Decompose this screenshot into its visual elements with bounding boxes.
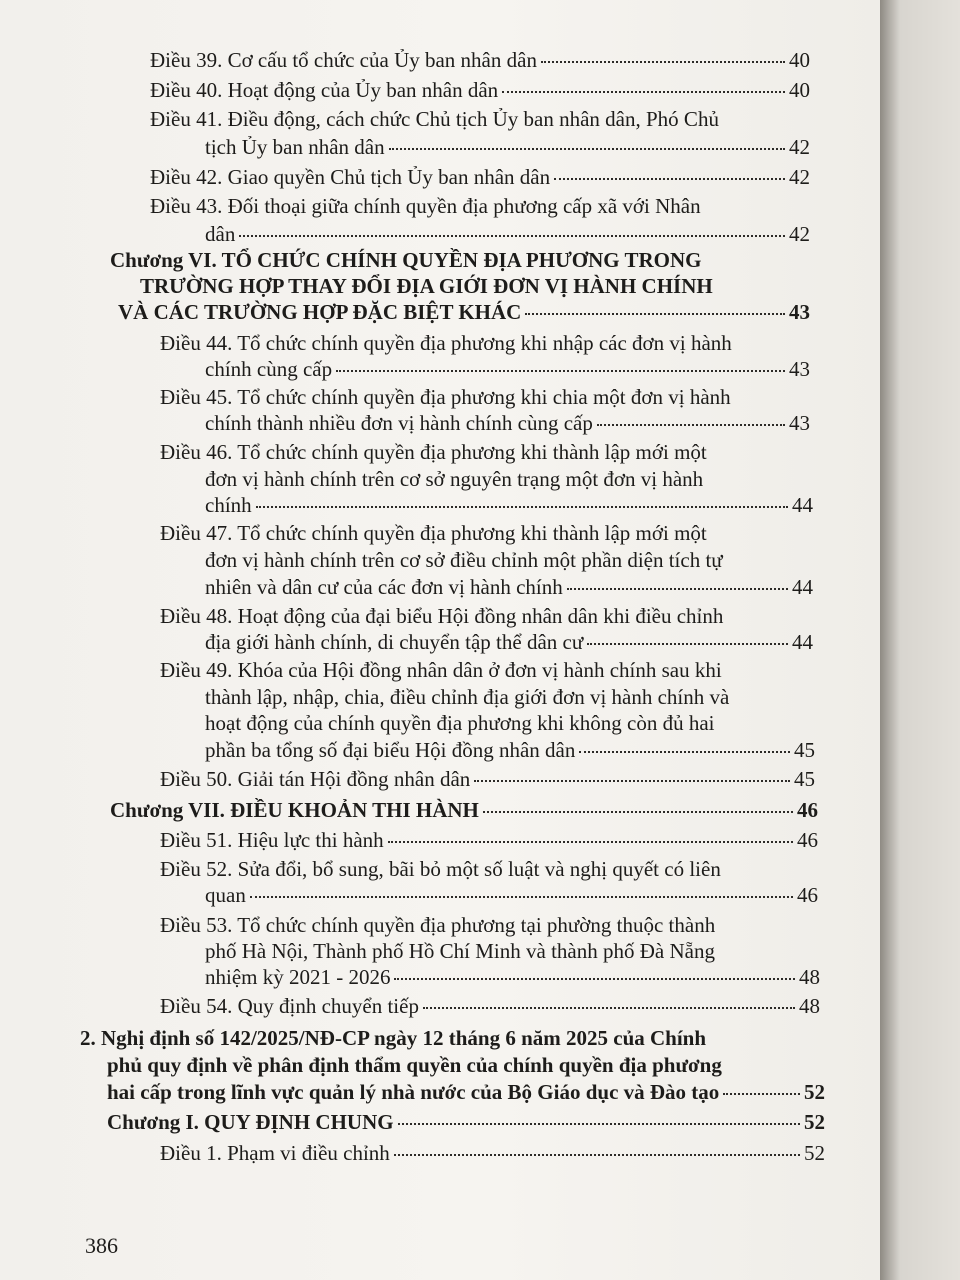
- leader-dots: [541, 61, 785, 63]
- toc-entry-text: phố Hà Nội, Thành phố Hồ Chí Minh và thành phố Đà Nẵng: [205, 939, 715, 963]
- toc-page-number: 45: [794, 767, 815, 791]
- toc-line: [160, 993, 820, 1019]
- leader-dots: [587, 643, 788, 645]
- toc-line: [205, 684, 729, 710]
- leader-dots: [388, 841, 793, 843]
- toc-line: [160, 439, 707, 465]
- toc-page-number: 52: [804, 1141, 825, 1165]
- toc-entry-text: tịch Ủy ban nhân dân: [205, 135, 385, 159]
- toc-line: [205, 964, 820, 990]
- toc-section-text: 2. Nghị định số 142/2025/NĐ-CP ngày 12 tháng 6 năm 2025 của Chính: [80, 1026, 707, 1050]
- toc-line: [160, 1140, 825, 1166]
- leader-dots: [256, 506, 788, 508]
- toc-line: [150, 77, 810, 103]
- toc-line: [205, 356, 810, 382]
- toc-page-number: 48: [799, 965, 820, 989]
- toc-page-number: 46: [797, 798, 818, 822]
- toc-entry-text: nhiên và dân cư của các đơn vị hành chính: [205, 575, 563, 599]
- next-page-edge: [880, 0, 960, 1280]
- toc-entry-text: quan: [205, 883, 246, 907]
- toc-line: [160, 657, 722, 683]
- toc-line: [205, 134, 810, 160]
- leader-dots: [597, 424, 785, 426]
- toc-chapter-text: VÀ CÁC TRƯỜNG HỢP ĐẶC BIỆT KHÁC: [118, 300, 522, 324]
- toc-page-number: 46: [797, 883, 818, 907]
- toc-line: [205, 882, 818, 908]
- toc-line: [160, 330, 732, 356]
- leader-dots: [389, 148, 785, 150]
- toc-line: [205, 710, 714, 736]
- toc-entry-text: Điều 39. Cơ cấu tổ chức của Ủy ban nhân dân: [150, 48, 537, 72]
- toc-chapter-line: [110, 247, 702, 273]
- leader-dots: [239, 235, 785, 237]
- toc-entry-text: Điều 46. Tổ chức chính quyền địa phương khi thành lập mới một: [160, 440, 707, 464]
- toc-line: [205, 547, 723, 573]
- toc-entry-text: Điều 1. Phạm vi điều chỉnh: [160, 1141, 390, 1165]
- toc-entry-text: chính thành nhiều đơn vị hành chính cùng cấp: [205, 411, 593, 435]
- leader-dots: [502, 91, 785, 93]
- toc-line: [150, 193, 701, 219]
- toc-line: [160, 766, 815, 792]
- toc-line: [205, 737, 815, 763]
- toc-line: [160, 520, 707, 546]
- toc-line: [160, 856, 721, 882]
- toc-line: [160, 827, 818, 853]
- toc-page-number: 52: [804, 1110, 825, 1134]
- toc-page-number: 44: [792, 630, 813, 654]
- toc-section-line: [80, 1025, 706, 1051]
- toc-line: [205, 410, 810, 436]
- toc-line: [205, 574, 813, 600]
- leader-dots: [250, 896, 793, 898]
- leader-dots: [554, 178, 785, 180]
- toc-line: [205, 221, 810, 247]
- leader-dots: [474, 780, 790, 782]
- toc-entry-text: dân: [205, 222, 236, 246]
- toc-line: [160, 912, 715, 938]
- toc-page-number: 52: [804, 1080, 825, 1104]
- leader-dots: [723, 1093, 800, 1095]
- toc-chapter-text: Chương I. QUY ĐỊNH CHUNG: [107, 1110, 394, 1134]
- toc-entry-text: Điều 45. Tổ chức chính quyền địa phương khi chia một đơn vị hành: [160, 385, 731, 409]
- leader-dots: [394, 978, 795, 980]
- toc-entry-text: Điều 49. Khóa của Hội đồng nhân dân ở đơn vị hành chính sau khi: [160, 658, 722, 682]
- toc-page-number: 43: [789, 411, 810, 435]
- toc-line: [205, 629, 813, 655]
- leader-dots: [336, 370, 785, 372]
- toc-page-number: 42: [789, 135, 810, 159]
- toc-page-number: 44: [792, 493, 813, 517]
- toc-page-number: 46: [797, 828, 818, 852]
- toc-entry-text: Điều 44. Tổ chức chính quyền địa phương khi nhập các đơn vị hành: [160, 331, 732, 355]
- toc-line: [205, 938, 715, 964]
- toc-entry-text: nhiệm kỳ 2021 - 2026: [205, 965, 391, 989]
- toc-line: [150, 106, 719, 132]
- toc-entry-text: đơn vị hành chính trên cơ sở điều chỉnh một phần diện tích tự: [205, 548, 723, 572]
- toc-line: [205, 466, 703, 492]
- toc-entry-text: địa giới hành chính, di chuyển tập thể dân cư: [205, 630, 584, 654]
- toc-line: [160, 603, 723, 629]
- toc-section-text: hai cấp trong lĩnh vực quản lý nhà nước của Bộ Giáo dục và Đào tạo: [107, 1080, 720, 1104]
- toc-line: [205, 492, 813, 518]
- toc-chapter-text: Chương VII. ĐIỀU KHOẢN THI HÀNH: [110, 798, 479, 822]
- leader-dots: [579, 751, 790, 753]
- toc-line: [150, 47, 810, 73]
- toc-page-number: 43: [789, 300, 810, 324]
- toc-chapter-line: [110, 797, 818, 823]
- toc-entry-text: Điều 43. Đối thoại giữa chính quyền địa phương cấp xã với Nhân: [150, 194, 701, 218]
- toc-entry-text: Điều 40. Hoạt động của Ủy ban nhân dân: [150, 78, 499, 102]
- toc-page-number: 40: [789, 78, 810, 102]
- leader-dots: [394, 1154, 800, 1156]
- toc-section-text: phủ quy định về phân định thẩm quyền của chính quyền địa phương: [107, 1053, 722, 1077]
- toc-line: [160, 384, 731, 410]
- toc-line: [150, 164, 810, 190]
- leader-dots: [483, 811, 793, 813]
- leader-dots: [398, 1123, 800, 1125]
- toc-entry-text: Điều 51. Hiệu lực thi hành: [160, 828, 384, 852]
- toc-entry-text: Điều 47. Tổ chức chính quyền địa phương khi thành lập mới một: [160, 521, 707, 545]
- toc-entry-text: Điều 42. Giao quyền Chủ tịch Ủy ban nhân dân: [150, 165, 551, 189]
- toc-chapter-text: Chương VI. TỔ CHỨC CHÍNH QUYỀN ĐỊA PHƯƠNG TRONG: [110, 248, 702, 272]
- toc-entry-text: Điều 41. Điều động, cách chức Chủ tịch Ủy ban nhân dân, Phó Chủ: [150, 107, 719, 131]
- toc-page-number: 42: [789, 165, 810, 189]
- toc-page-number: 42: [789, 222, 810, 246]
- toc-chapter-line: [118, 299, 810, 325]
- leader-dots: [423, 1007, 795, 1009]
- toc-section-line: [107, 1052, 722, 1078]
- toc-entry-text: đơn vị hành chính trên cơ sở nguyên trạng một đơn vị hành: [205, 467, 704, 491]
- toc-entry-text: chính cùng cấp: [205, 357, 333, 381]
- leader-dots: [567, 588, 788, 590]
- toc-entry-text: thành lập, nhập, chia, điều chỉnh địa giới đơn vị hành chính và: [205, 685, 730, 709]
- toc-entry-text: phần ba tổng số đại biểu Hội đồng nhân dân: [205, 738, 576, 762]
- toc-entry-text: chính: [205, 493, 252, 517]
- page-number: 386: [85, 1233, 118, 1258]
- toc-page-number: 44: [792, 575, 813, 599]
- toc-section-line: [107, 1079, 825, 1105]
- toc-entry-text: Điều 54. Quy định chuyển tiếp: [160, 994, 419, 1018]
- toc-page-number: 40: [789, 48, 810, 72]
- toc-entry-text: Điều 52. Sửa đổi, bổ sung, bãi bỏ một số luật và nghị quyết có liên: [160, 857, 721, 881]
- toc-entry-text: Điều 53. Tổ chức chính quyền địa phương tại phường thuộc thành: [160, 913, 716, 937]
- toc-page-number: 48: [799, 994, 820, 1018]
- toc-entry-text: hoạt động của chính quyền địa phương khi không còn đủ hai: [205, 711, 715, 735]
- toc-chapter-text: TRƯỜNG HỢP THAY ĐỔI ĐỊA GIỚI ĐƠN VỊ HÀNH CHÍNH: [140, 274, 713, 298]
- toc-entry-text: Điều 48. Hoạt động của đại biểu Hội đồng nhân dân khi điều chỉnh: [160, 604, 724, 628]
- toc-chapter-line: [107, 1109, 825, 1135]
- toc-page-number: 45: [794, 738, 815, 762]
- toc-chapter-line: [140, 273, 713, 299]
- toc-entry-text: Điều 50. Giải tán Hội đồng nhân dân: [160, 767, 471, 791]
- toc-page-number: 43: [789, 357, 810, 381]
- leader-dots: [525, 313, 785, 315]
